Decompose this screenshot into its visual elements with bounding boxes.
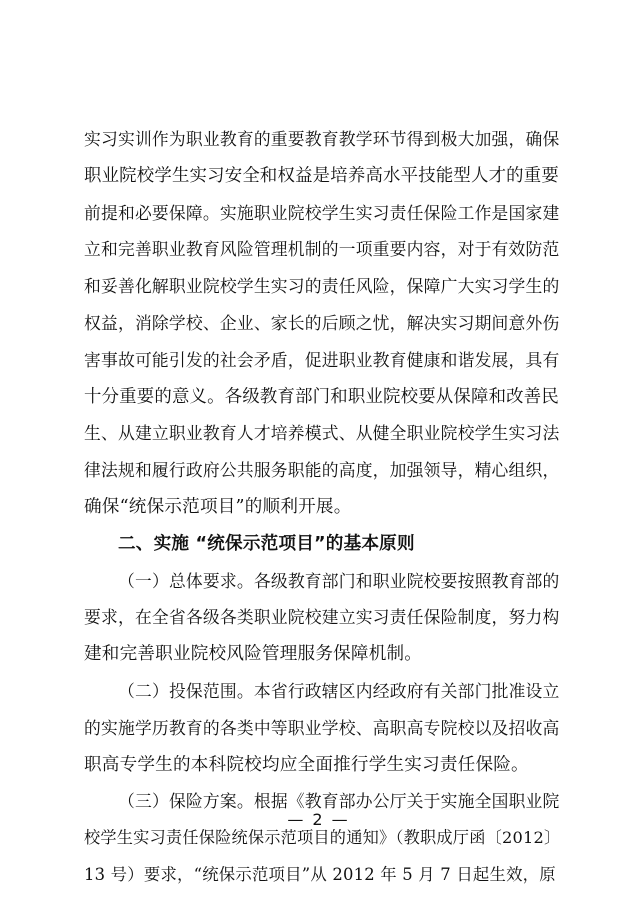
text-line: 职业院校学生实习安全和权益是培养高水平技能型人才的重要 xyxy=(84,165,559,186)
text-line: 权益，消除学校、企业、家长的后顾之忧，解决实习期间意外伤 xyxy=(84,312,560,333)
section-heading: 二、实施 “统保示范项目”的基本原则 xyxy=(118,533,415,554)
text-line: 和妥善化解职业院校学生实习的责任风险，保障广大实习学生的 xyxy=(84,276,560,297)
text-line: 校学生实习责任保险统保示范项目的通知》（教职成厅函〔2012〕 xyxy=(84,828,560,848)
text-line: 的实施学历教育的各类中等职业学校、高职高专院校以及招收高 xyxy=(84,717,560,738)
text-line: 害事故可能引发的社会矛盾，促进职业教育健康和谐发展，具有 xyxy=(84,349,560,370)
text-line: 立和完善职业教育风险管理机制的一项重要内容，对于有效防范 xyxy=(84,239,560,260)
text-line: 职高专学生的本科院校均应全面推行学生实习责任保险。 xyxy=(84,754,529,775)
text-line: 确保“统保示范项目”的顺利开展。 xyxy=(84,496,352,517)
text-line: 13 号）要求，“统保示范项目”从 2012 年 5 月 7 日起生效，原 xyxy=(84,864,556,884)
text-line: （三）保险方案。根据《教育部办公厅关于实施全国职业院 xyxy=(118,791,560,812)
text-line: 生、从建立职业教育人才培养模式、从健全职业院校学生实习法 xyxy=(84,423,560,444)
text-line: 十分重要的意义。各级教育部门和职业院校要从保障和改善民 xyxy=(84,386,559,407)
text-line: 实习实训作为职业教育的重要教育教学环节得到极大加强，确保 xyxy=(84,129,560,149)
body-text xyxy=(84,121,560,894)
text-line: 建和完善职业院校风险管理服务保障机制。 xyxy=(84,644,423,665)
text-line: 律法规和履行政府公共服务职能的高度，加强领导，精心组织， xyxy=(84,460,560,481)
text-line: （一）总体要求。各级教育部门和职业院校要按照教育部的 xyxy=(118,570,560,591)
text-line: （二）投保范围。本省行政辖区内经政府有关部门批准设立 xyxy=(118,680,560,701)
text-line: 要求，在全省各级各类职业院校建立实习责任保险制度，努力构 xyxy=(84,607,560,628)
page-number: — 2 — xyxy=(287,810,350,829)
text-line: 前提和必要保障。实施职业院校学生实习责任保险工作是国家建 xyxy=(84,202,560,223)
